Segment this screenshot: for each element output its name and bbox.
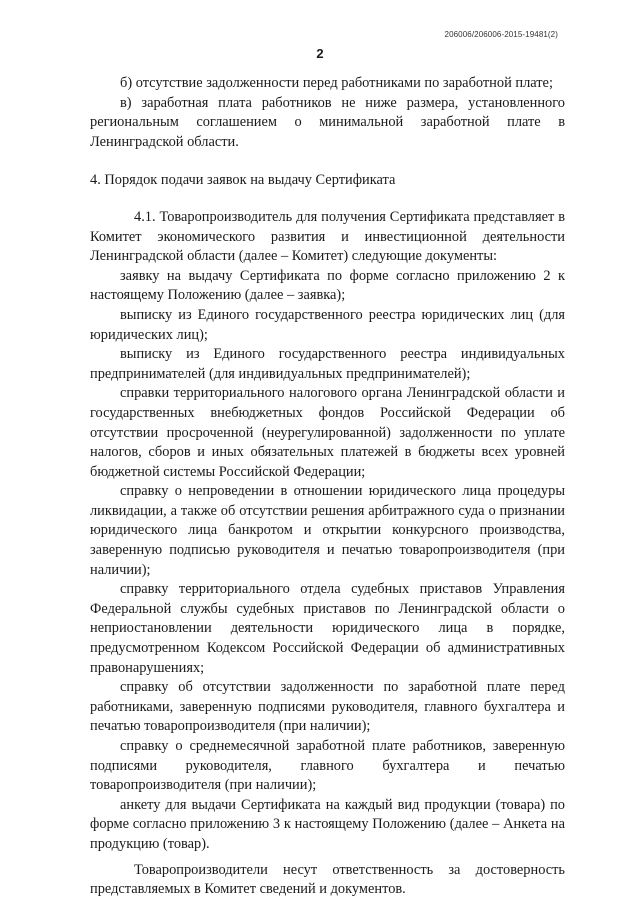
list-item: анкету для выдачи Сертификата на каждый вид продукции (товара) по форме согласно приложению 3 к настоящему Положению (далее – Анкета на продукцию (товар). — [90, 796, 565, 852]
list-item: выписку из Единого государственного реестра юридических лиц (для юридических лиц); — [90, 306, 565, 343]
list-item: справку об отсутствии задолженности по заработной плате перед работниками, заверенную подписями руководителя, главного бухгалтера и печатью товаропроизводителя (при наличии); — [90, 679, 565, 735]
list-item: справки территориального налогового органа Ленинградской области и государственных внебюджетных фондов Российской Федерации об отсутствии просроченной (неурегулированной) задолженности по уплате налогов, сборов и иных обязательных платежей в бюджеты всех уровней бюджетной системы Российской Федерации; — [90, 385, 565, 480]
paragraph-responsibility: Товаропроизводители несут ответственность за достоверность представляемых в Комитет сведений и документов. — [90, 861, 565, 898]
page-number: 2 — [316, 46, 324, 61]
paragraph-item-b: б) отсутствие задолженности перед работниками по заработной плате; — [120, 75, 553, 91]
section-heading: 4. Порядок подачи заявок на выдачу Сертификата — [90, 172, 396, 189]
list-item: выписку из Единого государственного реестра индивидуальных предпринимателей (для индивидуальных предпринимателей); — [90, 346, 565, 382]
paragraph-4-1: 4.1. Товаропроизводитель для получения Сертификата представляет в Комитет экономического развития и инвестиционной деятельности Ленинградской области (далее – Комитет) следующие документы: — [90, 208, 565, 265]
document-body — [90, 74, 565, 900]
paragraph-item-v: в) заработная плата работников не ниже размера, установленного региональным соглашением о минимальной заработной плате в Ленинградской области. — [90, 94, 565, 150]
list-item: заявку на выдачу Сертификата по форме согласно приложению 2 к настоящему Положению (далее – заявка); — [90, 267, 565, 304]
list-item: справку о непроведении в отношении юридического лица процедуры ликвидации, а также об отсутствии решения арбитражного суда о признании юридического лица банкротом и открытии конкурсного производства, заверенную подписью руководителя и печатью товаропроизводителя (при наличии); — [90, 483, 565, 578]
list-item: справку о среднемесячной заработной плате работников, заверенную подписями руководителя, главного бухгалтера и печатью товаропроизводителя (при наличии); — [90, 738, 565, 794]
document-id: 206006/206006-2015-19481(2) — [444, 30, 558, 39]
list-item: справку территориального отдела судебных приставов Управления Федеральной службы судебных приставов по Ленинградской области о неприостановлении деятельности юридического лица в порядке, предусмотренном Кодексом Российской Федерации об административных правонарушениях; — [90, 581, 565, 676]
